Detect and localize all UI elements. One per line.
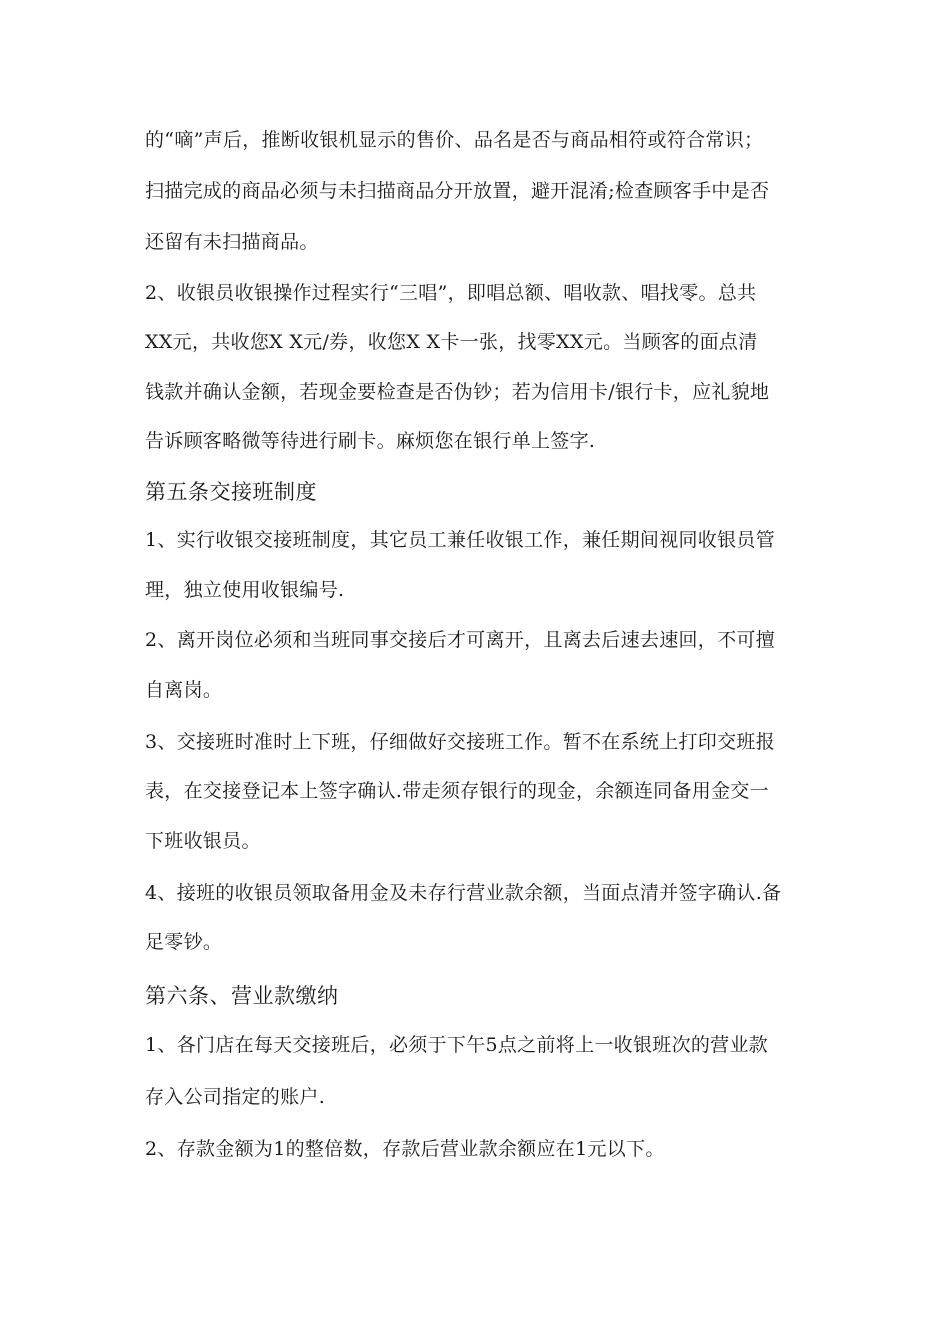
list-item-line: 2、存款金额为1的整倍数，存款后营业款余额应在1元以下。 (145, 1138, 665, 1160)
list-item-line: 下班收银员。 (145, 830, 261, 852)
list-item-line: 2、离开岗位必须和当班同事交接后才可离开，且离去后速去速回，不可擅 (145, 629, 775, 651)
list-item-line: 自离岗。 (145, 679, 223, 701)
list-item-line: 1、实行收银交接班制度，其它员工兼任收银工作，兼任期间视同收银员管 (145, 529, 775, 551)
paragraph-line: 扫描完成的商品必须与未扫描商品分开放置，避开混淆;检查顾客手中是否 (145, 180, 770, 202)
paragraph-line: 还留有未扫描商品。 (145, 231, 319, 253)
list-item-line: 表，在交接登记本上签字确认.带走须存银行的现金，余额连同备用金交一 (145, 780, 769, 802)
section-heading: 第五条交接班制度 (145, 480, 317, 504)
list-item-line: 1、各门店在每天交接班后，必须于下午5点之前将上一收银班次的营业款 (145, 1034, 769, 1056)
section-heading: 第六条、营业款缴纳 (145, 984, 339, 1008)
list-item-line: 存入公司指定的账户. (145, 1086, 326, 1108)
paragraph-line: 2、收银员收银操作过程实行“三唱”，即唱总额、唱收款、唱找零。总共 (145, 282, 757, 304)
list-item-line: 理，独立使用收银编号. (145, 579, 345, 601)
paragraph-line: 告诉顾客略微等待进行刷卡。麻烦您在银行单上签字. (145, 430, 596, 452)
list-item-line: 3、交接班时准时上下班，仔细做好交接班工作。暂不在系统上打印交班报 (145, 731, 775, 753)
paragraph-line: 钱款并确认金额，若现金要检查是否伪钞；若为信用卡/银行卡，应礼貌地 (145, 381, 770, 403)
list-item-line: 4、接班的收银员领取备用金及未存行营业款余额，当面点清并签字确认.备 (145, 882, 782, 904)
paragraph-line: XX元，共收您X X元/券，收您X X卡一张，找零XX元。当顾客的面点清 (145, 331, 758, 353)
list-item-line: 足零钞。 (145, 931, 223, 953)
paragraph-line: 的“嘀”声后，推断收银机显示的售价、品名是否与商品相符或符合常识； (145, 129, 764, 151)
